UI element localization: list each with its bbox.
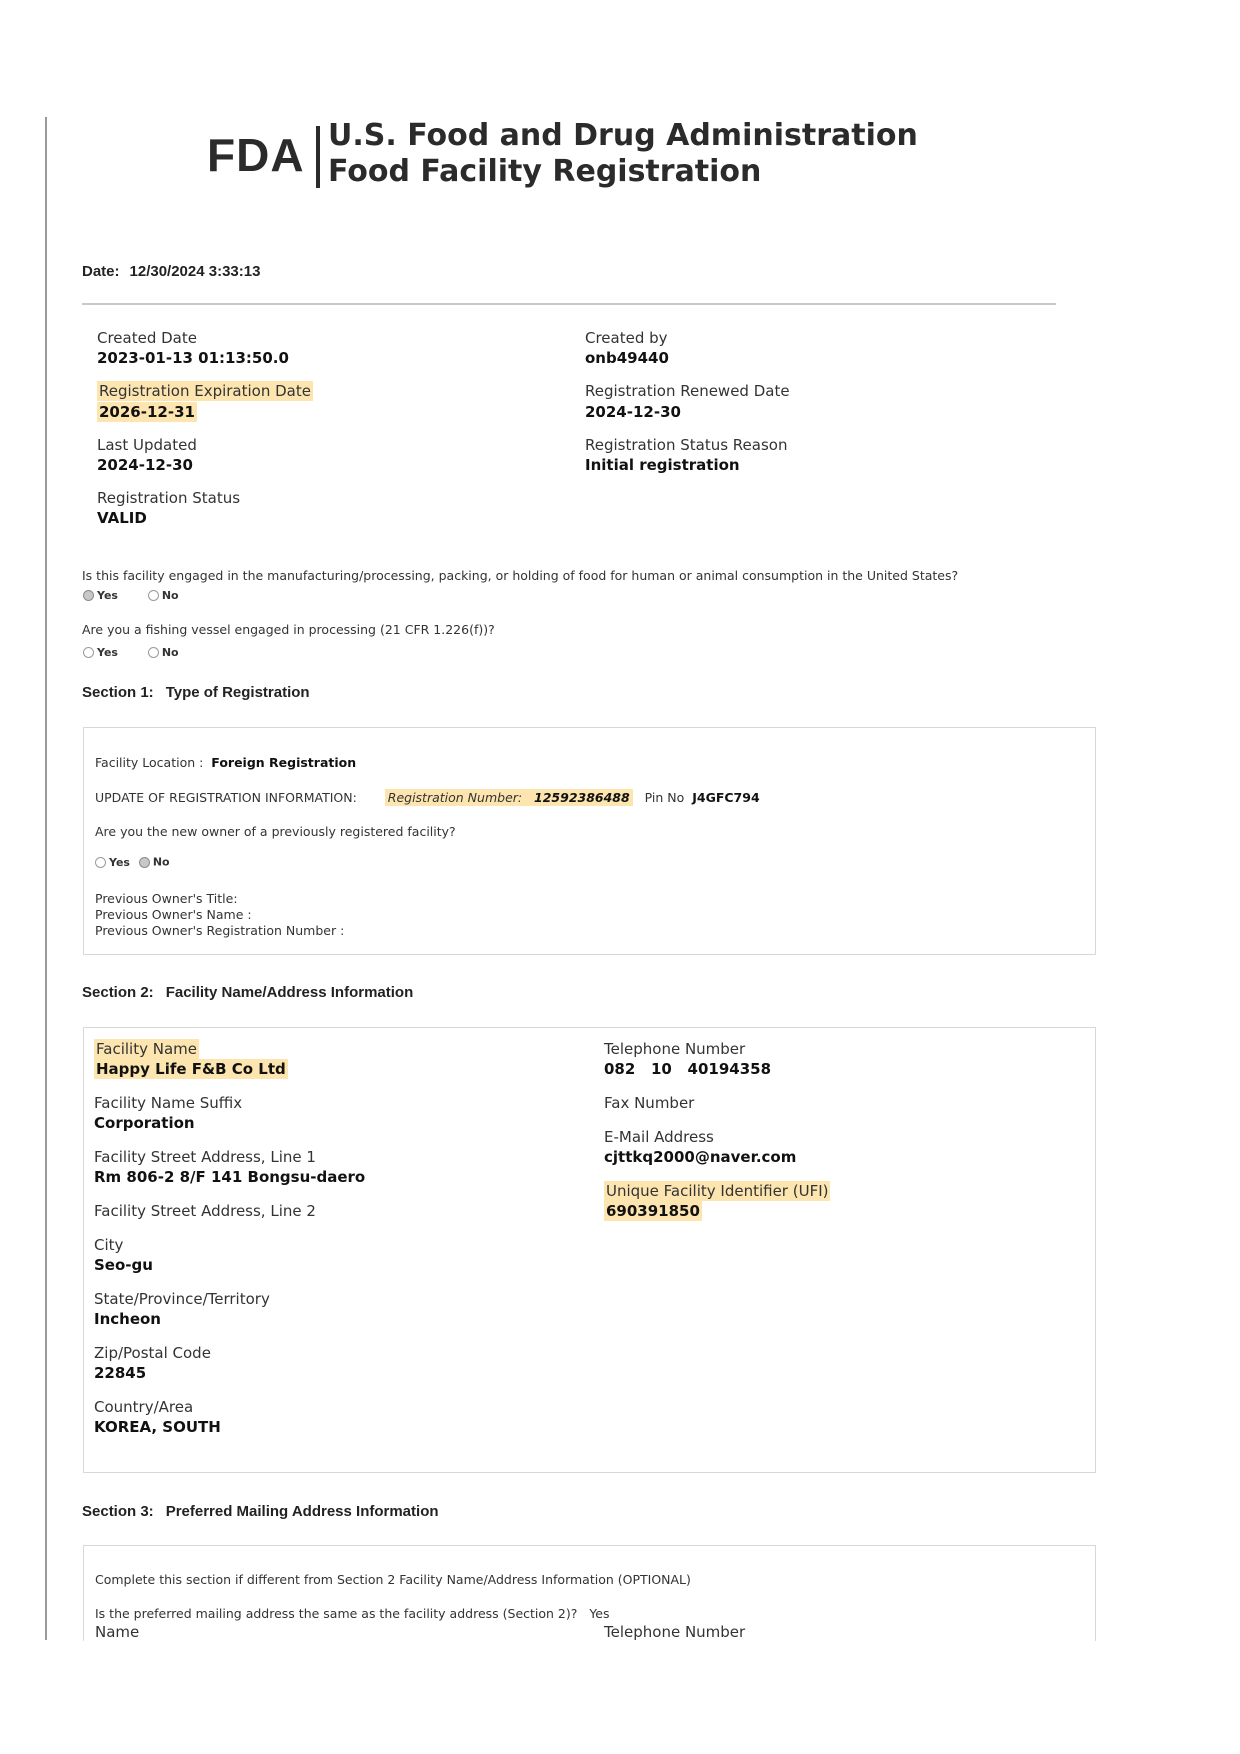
update-registration-line [95, 790, 760, 805]
print-date [82, 263, 260, 280]
created-by-label: Created by [585, 329, 668, 347]
radio-q2-yes-label: Yes [97, 645, 118, 659]
radio-q1-yes-label: Yes [97, 588, 118, 602]
city-label: City [94, 1236, 124, 1254]
facility-name-suffix-value: Corporation [94, 1114, 195, 1132]
facility-location-label: Facility Location : [95, 755, 204, 770]
renewed-date-label: Registration Renewed Date [585, 382, 790, 400]
radio-q2-no[interactable] [148, 647, 159, 658]
question-food-facility: Is this facility engaged in the manufacturing/processing, packing, or holding of food for human or animal consumption in the United States? [82, 568, 959, 583]
date-label: Date: [82, 263, 120, 280]
new-owner-question: Are you the new owner of a previously registered facility? [95, 824, 456, 839]
radio-q1-no-label: No [161, 588, 179, 602]
fda-logo: FDA [207, 129, 305, 181]
radio-new-owner-yes-label: Yes [109, 855, 130, 869]
header-rule [82, 303, 1056, 305]
radio-q2-yes[interactable] [83, 647, 94, 658]
section-1-number: Section 1: [82, 684, 154, 701]
radio-new-owner-no[interactable] [139, 857, 150, 868]
renewed-date-value: 2024-12-30 [585, 403, 681, 421]
status-reason-label: Registration Status Reason [585, 436, 788, 454]
same-address-question [95, 1606, 610, 1621]
last-updated-value: 2024-12-30 [97, 456, 193, 474]
mailing-name-label: Name [95, 1623, 140, 1641]
state-value: Incheon [94, 1310, 161, 1328]
agency-title: U.S. Food and Drug Administration [328, 118, 918, 153]
street-address-1-label: Facility Street Address, Line 1 [94, 1148, 316, 1166]
section-3-box [83, 1545, 1096, 1641]
radio-new-owner-no-label: No [152, 855, 170, 869]
previous-owner-name: Previous Owner's Name : [95, 907, 252, 922]
section-1-name: Type of Registration [165, 684, 310, 701]
previous-owner-title: Previous Owner's Title: [95, 891, 238, 906]
radio-q1-no[interactable] [148, 590, 159, 601]
section-1-box [83, 727, 1096, 955]
city-value: Seo-gu [94, 1256, 153, 1274]
country-label: Country/Area [94, 1398, 194, 1416]
ufi-label: Unique Facility Identifier (UFI) [606, 1182, 829, 1200]
email-label: E-Mail Address [604, 1128, 714, 1146]
street-address-2-label: Facility Street Address, Line 2 [94, 1202, 316, 1220]
fax-label: Fax Number [604, 1094, 695, 1112]
facility-location-value: Foreign Registration [211, 755, 357, 770]
pin-label: Pin No [644, 790, 685, 805]
created-date-value: 2023-01-13 01:13:50.0 [97, 349, 289, 367]
previous-owner-registration: Previous Owner's Registration Number : [95, 923, 345, 938]
telephone-label: Telephone Number [604, 1040, 746, 1058]
state-label: State/Province/Territory [94, 1290, 270, 1308]
radio-q2-no-label: No [161, 645, 179, 659]
registration-number: Registration Number: 12592386488 [385, 789, 633, 806]
page-left-rule [45, 117, 47, 1640]
created-by-value: onb49440 [585, 349, 669, 367]
section-3-title [82, 1503, 439, 1520]
section-2-name: Facility Name/Address Information [165, 984, 414, 1001]
registration-status-label: Registration Status [97, 489, 241, 507]
mailing-telephone-label: Telephone Number [604, 1623, 746, 1641]
radio-q1-yes[interactable] [83, 590, 94, 601]
section-2-number: Section 2: [82, 984, 154, 1001]
facility-location [95, 755, 356, 770]
facility-name-value: Happy Life F&B Co Ltd [96, 1060, 286, 1078]
section-3-name: Preferred Mailing Address Information [165, 1503, 439, 1520]
update-registration-label: UPDATE OF REGISTRATION INFORMATION: [95, 790, 357, 805]
expiration-date-label: Registration Expiration Date [99, 382, 311, 400]
zip-value: 22845 [94, 1364, 147, 1382]
header-divider [316, 126, 320, 188]
last-updated-label: Last Updated [97, 436, 197, 454]
section-2-box [83, 1027, 1096, 1473]
question-fishing-vessel: Are you a fishing vessel engaged in processing (21 CFR 1.226(f))? [82, 622, 495, 637]
ufi-value: 690391850 [606, 1202, 700, 1220]
same-address-question-text: Is the preferred mailing address the same as the facility address (Section 2)? [95, 1606, 578, 1621]
question-fishing-vessel-options [83, 645, 205, 659]
created-date-label: Created Date [97, 329, 197, 347]
radio-new-owner-yes[interactable] [95, 857, 106, 868]
street-address-1-value: Rm 806-2 8/F 141 Bongsu-daero [94, 1168, 366, 1186]
section-3-note: Complete this section if different from Section 2 Facility Name/Address Information (OPTIONAL) [95, 1572, 691, 1587]
same-address-answer: Yes [589, 1606, 610, 1621]
section-2-title [82, 984, 413, 1001]
section-1-title [82, 684, 310, 701]
email-value: cjttkq2000@naver.com [604, 1148, 797, 1166]
question-food-facility-options [83, 588, 205, 602]
date-value: 12/30/2024 3:33:13 [129, 263, 261, 280]
form-title: Food Facility Registration [328, 154, 762, 189]
status-reason-value: Initial registration [585, 456, 740, 474]
zip-label: Zip/Postal Code [94, 1344, 211, 1362]
section-3-number: Section 3: [82, 1503, 154, 1520]
country-value: KOREA, SOUTH [94, 1418, 221, 1436]
facility-name-label: Facility Name [96, 1040, 197, 1058]
new-owner-options [95, 855, 170, 869]
registration-status-value: VALID [97, 509, 147, 527]
facility-name-suffix-label: Facility Name Suffix [94, 1094, 243, 1112]
expiration-date-value: 2026-12-31 [99, 403, 195, 421]
telephone-value: 082 10 40194358 [604, 1060, 772, 1078]
pin-value: J4GFC794 [692, 790, 760, 805]
